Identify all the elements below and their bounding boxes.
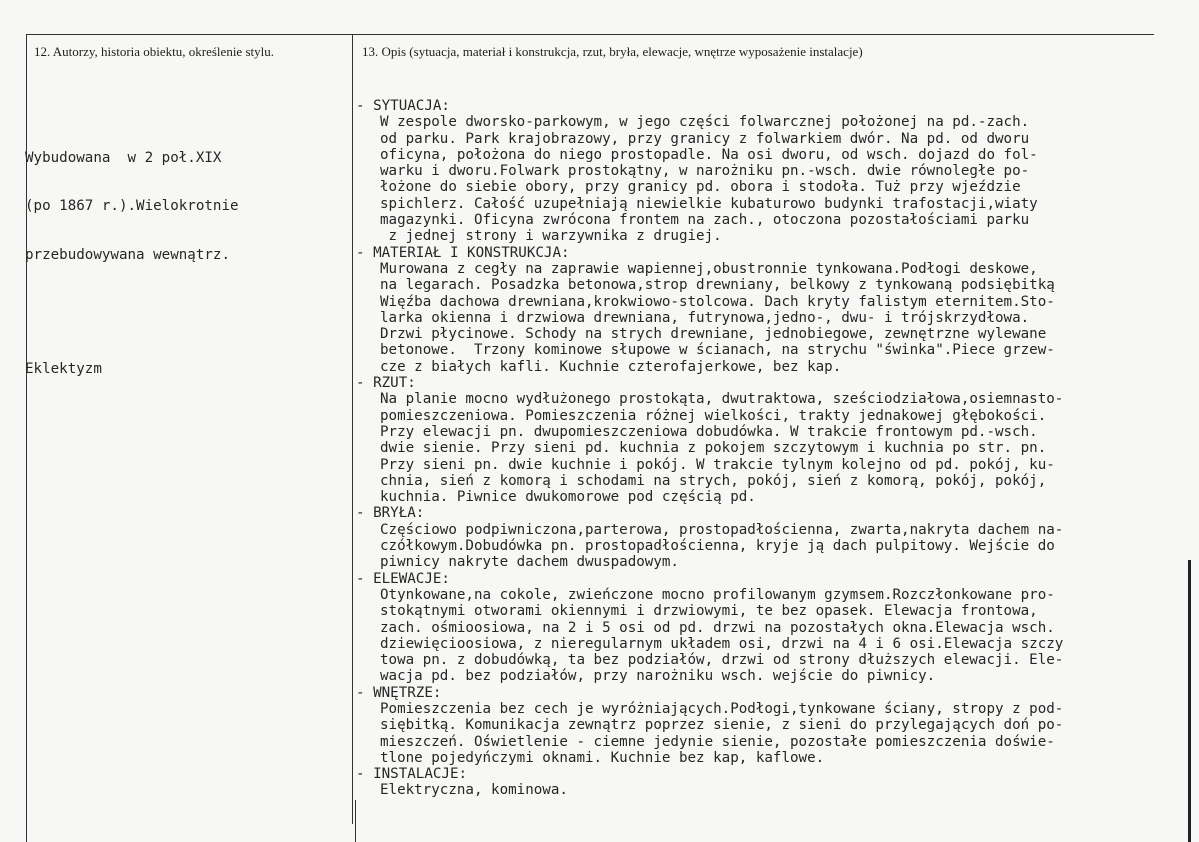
- section-line: dziewięcioosiowa, z nieregularnym układem osi, drzwi na 4 i 6 osi.Elewacja szczy: [380, 635, 1064, 652]
- section-line: oficyna, położona do niego prostopadle. Na osi dworu, od wsch. dojazd do fol-: [380, 146, 1038, 163]
- history-text: [25, 117, 239, 393]
- column-divider: [352, 34, 353, 824]
- section-line: cze z białych kafli. Kuchnie czterofajerkowe, bez kap.: [380, 358, 842, 375]
- section-line: chnia, sień z komorą i schodami na strych, pokój, sień z komorą, pokój, pokój,: [380, 472, 1047, 489]
- history-line: przebudowywana wewnątrz.: [25, 247, 230, 264]
- section-heading: - RZUT:: [356, 375, 1063, 391]
- field-13-header: 13. Opis (sytuacja, materiał i konstrukcja, rzut, bryła, elewacje, wnętrze wyposażenie instalacje): [362, 44, 863, 59]
- section-line: warku i dworu.Folwark prostokątny, w narożniku pn.-wsch. dwie równoległe po-: [380, 163, 1030, 180]
- section-line: Otynkowane,na cokole, zwieńczone mocno profilowanym gzymsem.Rozczłonkowane pro-: [380, 586, 1055, 603]
- history-line: (po 1867 r.).Wielokrotnie: [25, 198, 239, 215]
- section-line: pomieszczeniowa. Pomieszczenia różnej wielkości, trakty jednakowej głębokości.: [380, 407, 1047, 424]
- section-line: Więźba dachowa drewniana,krokwiowo-stolcowa. Dach kryty falistym eternitem.Sto-: [380, 293, 1055, 310]
- section-line: od parku. Park krajobrazowy, przy granicy z folwarkiem dwór. Na pd. od dworu: [380, 130, 1030, 147]
- section-line: Pomieszczenia bez cech je wyróżniających.Podłogi,tynkowane ściany, stropy z pod-: [380, 700, 1064, 717]
- section-line: towa pn. z dobudówką, ta bez podziałów, drzwi od strony dłuższych elewacji. Ele-: [380, 652, 1064, 669]
- section-line: łożone do siebie obory, przy granicy pd. obora i stodoła. Tuż przy wjeździe: [380, 179, 1021, 196]
- section-line: wacja pd. bez podziałów, przy narożniku wsch. wejście do piwnicy.: [380, 668, 936, 685]
- section-line: z jednej strony i warzywnika z drugiej.: [380, 228, 722, 245]
- section-line: Przy elewacji pn. dwupomieszczeniowa dobudówka. W trakcie frontowym pd.-wsch.: [380, 423, 1038, 440]
- section-line: czółkowym.Dobudówka pn. prostopadłościenna, kryje ją dach pulpitowy. Wejście do: [380, 538, 1055, 555]
- section-heading: - INSTALACJE:: [356, 766, 1063, 782]
- section-line: Elektryczna, kominowa.: [380, 782, 568, 799]
- section-line: Częściowo podpiwniczona,parterowa, prostopadłościenna, zwarta,nakryta dachem na-: [380, 521, 1064, 538]
- section-heading: - WNĘTRZE:: [356, 685, 1063, 701]
- section-line: Na planie mocno wydłużonego prostokąta, dwutraktowa, sześciodziałowa,osiemnasto-: [380, 391, 1064, 408]
- section-line: zach. ośmioosiowa, na 2 i 5 osi od pd. drzwi na pozostałych okna.Elewacja wsch.: [380, 619, 1055, 636]
- section-line: siębitką. Komunikacja zewnątrz poprzez sienie, z sieni do przylegających doń po-: [380, 717, 1064, 734]
- field-12-header: 12. Autorzy, historia obiektu, określenie stylu.: [34, 44, 274, 59]
- section-heading: - ELEWACJE:: [356, 571, 1063, 587]
- section-heading: - BRYŁA:: [356, 505, 1063, 521]
- section-line: piwnicy nakryte dachem dwuspadowym.: [380, 554, 679, 571]
- section-line: na legarach. Posadzka betonowa,strop drewniany, belkowy z tynkowaną podsiębitką: [380, 277, 1055, 294]
- description-text: [356, 98, 1063, 799]
- section-heading: - SYTUACJA:: [356, 98, 1063, 114]
- section-line: Murowana z cegły na zaprawie wapiennej,obustronnie tynkowana.Podłogi deskowe,: [380, 260, 1038, 277]
- table-top-border: [26, 34, 1154, 35]
- section-line: Przy sieni pn. dwie kuchnie i pokój. W trakcie tylnym kolejno od pd. pokój, ku-: [380, 456, 1055, 473]
- section-line: Drzwi płycinowe. Schody na strych drewniane, jednobiegowe, zewnętrzne wylewane: [380, 326, 1047, 343]
- section-line: dwie sienie. Przy sieni pd. kuchnia z pokojem szczytowym i kuchnia po str. pn.: [380, 440, 1047, 457]
- history-line: Wybudowana w 2 poł.XIX: [25, 149, 222, 166]
- section-line: W zespole dworsko-parkowym, w jego części folwarcznej położonej na pd.-zach.: [380, 114, 1030, 131]
- column-divider-lower: [355, 800, 356, 842]
- section-line: magazynki. Oficyna zwrócona frontem na zach., otoczona pozostałościami parku: [380, 212, 1030, 229]
- section-line: larka okienna i drzwiowa drewniana, futrynowa,jedno-, dwu- i trójskrzydłowa.: [380, 309, 1030, 326]
- section-line: mieszczeń. Oświetlenie - ciemne jedynie sienie, pozostałe pomieszczenia doświe-: [380, 733, 1055, 750]
- section-line: tlone pojedyńczymi oknami. Kuchnie bez kap, kaflowe.: [380, 749, 825, 766]
- section-line: stokątnymi otworami okiennymi i drzwiowymi, te bez opasek. Elewacja frontowa,: [380, 603, 1038, 620]
- page-right-edge: [1188, 560, 1191, 842]
- section-line: kuchnia. Piwnice dwukomorowe pod częścią pd.: [380, 489, 756, 506]
- section-line: betonowe. Trzony kominowe słupowe w ścianach, na strychu "świnka".Piece grzew-: [380, 342, 1055, 359]
- section-line: spichlerz. Całość uzupełniają niewielkie kubaturowo budynki trafostacji,wiaty: [380, 195, 1038, 212]
- section-heading: - MATERIAŁ I KONSTRUKCJA:: [356, 245, 1063, 261]
- style-value: Eklektyzm: [25, 360, 102, 377]
